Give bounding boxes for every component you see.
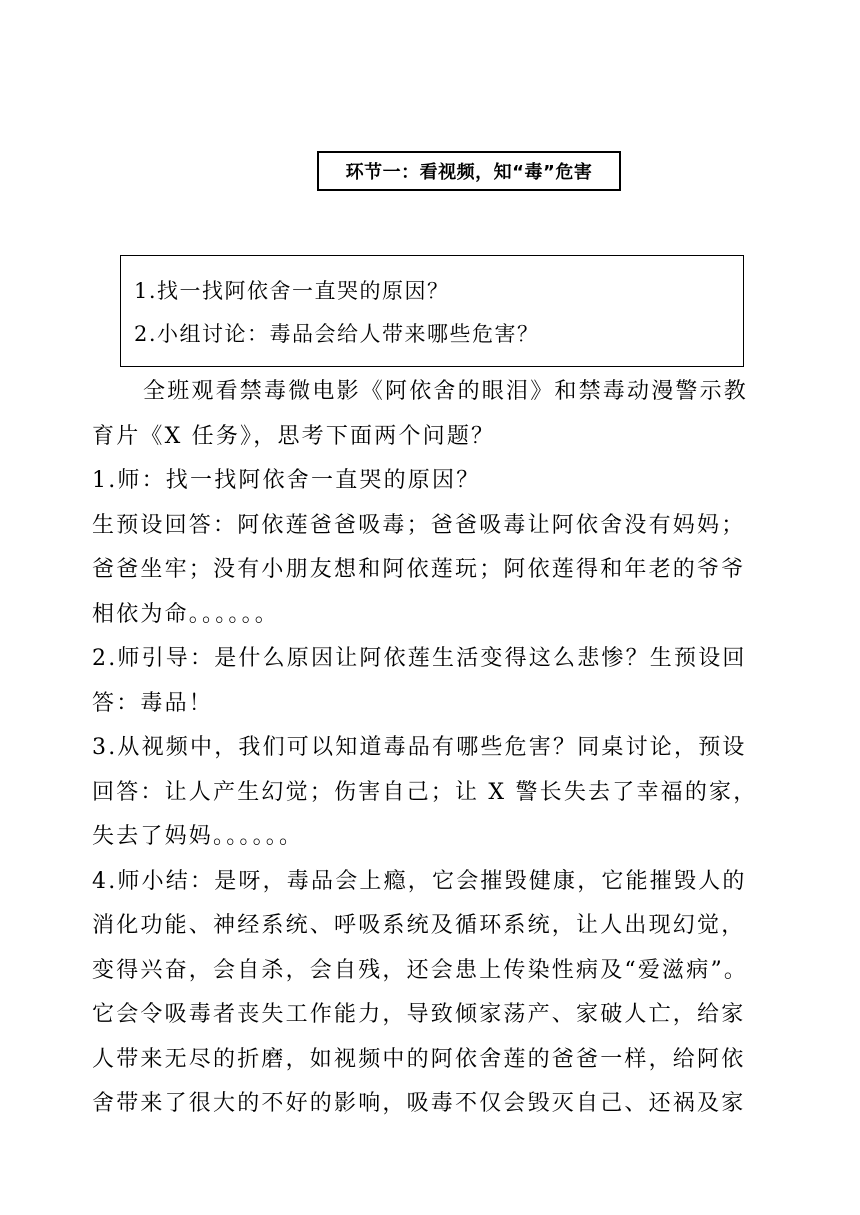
paragraph-line: 1.师：找一找阿依舍一直哭的原因？ — [92, 468, 481, 493]
paragraph-line: 答：毒品！ — [92, 690, 214, 716]
body-text — [92, 370, 772, 1127]
paragraph-line: 回答：让人产生幻觉；伤害自己；让 X 警长失去了幸福的家， — [92, 779, 758, 805]
question-box — [120, 255, 744, 367]
paragraph-line: 爸爸坐牢；没有小朋友想和阿依莲玩；阿依莲得和年老的爷爷 — [92, 557, 746, 582]
paragraph-line: 它会令吸毒者丧失工作能力，导致倾家荡产、家破人亡，给家 — [92, 1002, 746, 1027]
question-item: 2.小组讨论：毒品会给人带来哪些危害？ — [134, 322, 540, 346]
paragraph-line: 3.从视频中，我们可以知道毒品有哪些危害？同桌讨论，预设 — [92, 735, 747, 760]
paragraph-line: 人带来无尽的折磨，如视频中的阿依舍莲的爸爸一样，给阿依 — [92, 1046, 746, 1072]
paragraph-line: 育片《X 任务》，思考下面两个问题？ — [92, 423, 496, 449]
section-title: 环节一：看视频，知“毒”危害 — [317, 151, 621, 191]
paragraph-line: 全班观看禁毒微电影《阿依舍的眼泪》和禁毒动漫警示教 — [143, 379, 749, 404]
question-item: 1.找一找阿依舍一直哭的原因？ — [134, 279, 450, 303]
paragraph-line: 变得兴奋，会自杀，会自残，还会患上传染性病及“爱滋病”。 — [92, 957, 749, 983]
paragraph-line: 失去了妈妈。。。。。。 — [92, 824, 304, 849]
paragraph-line: 消化功能、神经系统、呼吸系统及循环系统，让人出现幻觉， — [92, 913, 746, 938]
paragraph-line: 相依为命。。。。。。 — [92, 601, 280, 627]
paragraph-line: 舍带来了很大的不好的影响，吸毒不仅会毁灭自己、还祸及家 — [92, 1091, 746, 1116]
paragraph-line: 2.师引导：是什么原因让阿依莲生活变得这么悲惨？生预设回 — [92, 646, 747, 671]
paragraph-line: 4.师小结：是呀，毒品会上瘾，它会摧毁健康，它能摧毁人的 — [92, 868, 747, 894]
paragraph-line: 生预设回答：阿依莲爸爸吸毒；爸爸吸毒让阿依舍没有妈妈； — [92, 512, 746, 538]
